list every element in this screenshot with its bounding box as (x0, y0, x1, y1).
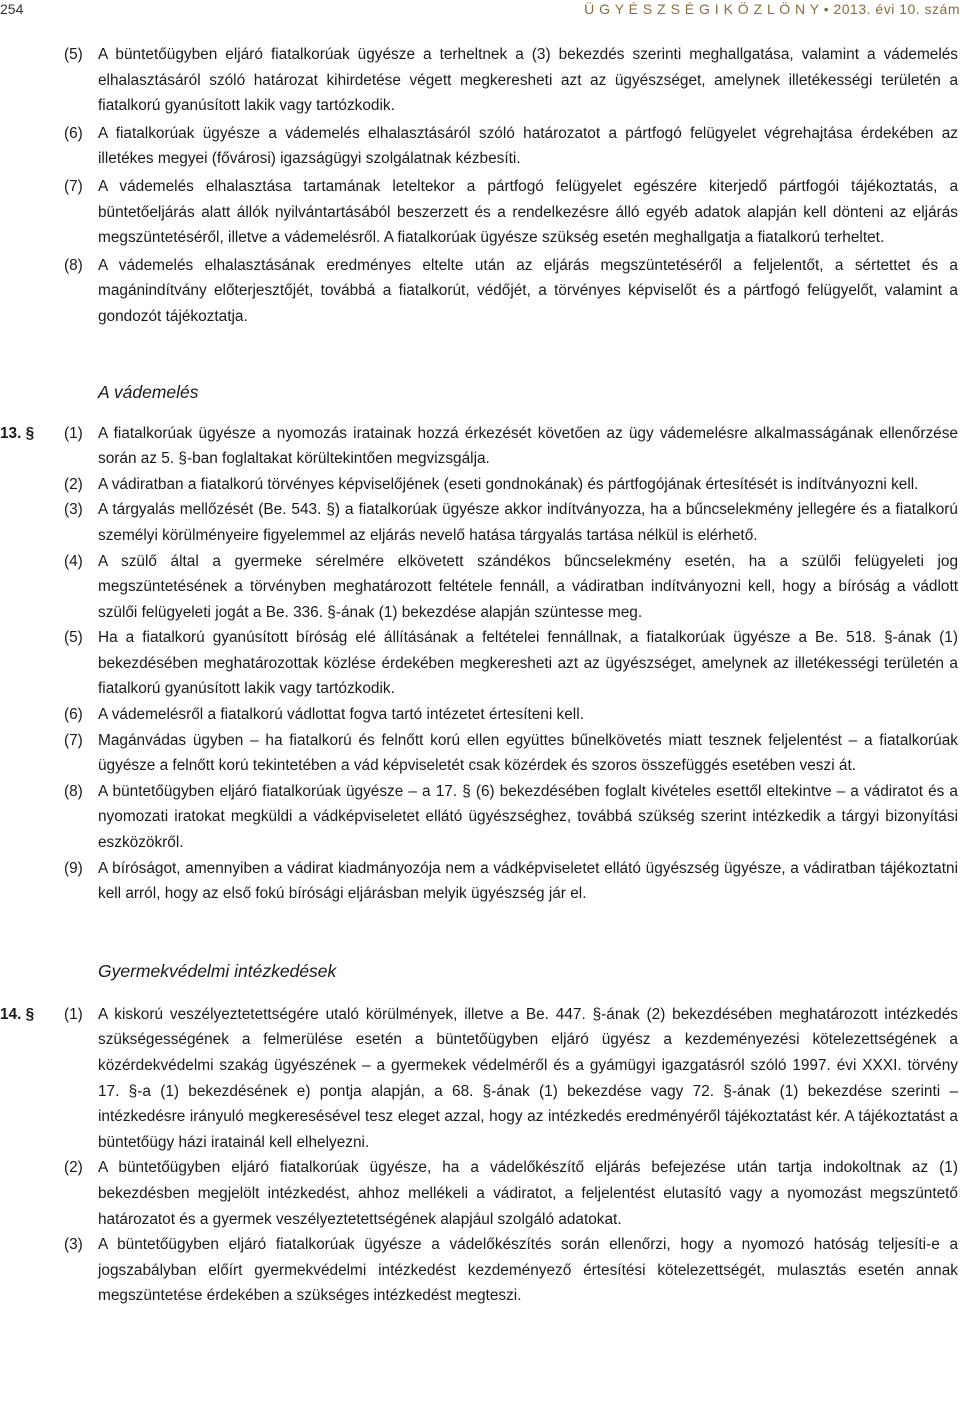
paragraph-text: A fiatalkorúak ügyésze a nyomozás iratainak hozzá érkezését követően az ügy vádemelésre alkalmasságának ellenőrzése során az 5. §-ban foglaltakat körültekintően megvizsgálja. (98, 424, 958, 468)
paragraph-text: Ha a fiatalkorú gyanúsított bíróság elé állításának a feltételei fennállnak, a fiatalkorúak ügyésze a Be. 518. §-ának (1) bekezdésében meghatározottak közlése érdekében megkeresheti azt az ügyészséget, amelynek az illetékességi területén a fiatalkorú gyanúsított lakik vagy tartózkodik. (98, 629, 958, 698)
paragraph-text: Magánvádas ügyben – ha fiatalkorú és felnőtt korú ellen együttes bűnelkövetés miatt tesznek feljelentést – a fiatalkorúak ügyésze a felnőtt korú tekintetében a vád képviseletét csak közérdek és szoros összefüggés esetében veszi át. (98, 731, 958, 775)
paragraph-number: (6) (64, 124, 83, 142)
paragraph-text: A bíróságot, amennyiben a vádirat kiadmányozója nem a vádképviseletet ellátó ügyészség ügyésze, a vádiratban tájékoztatni kell arról, hogy az első fokú bírósági eljárásban melyik ügyészség jár el. (98, 859, 958, 903)
paragraph-number: (1) (64, 1005, 83, 1023)
paragraph-number: (7) (64, 177, 83, 195)
paragraph-text: A büntetőügyben eljáró fiatalkorúak ügyésze, ha a vádelőkészítő eljárás befejezése után tartja indokoltnak az (1) bekezdésben megjelölt intézkedést, ahhoz mellékeli a vádiratot, a feljelentést elutasító vagy a nyomozást megszüntető határozatot és a gyermek veszélyeztetettségének alapjául szolgáló adatokat. (98, 1159, 958, 1228)
paragraph (64, 702, 958, 728)
paragraph (64, 121, 958, 172)
paragraph-text: A fiatalkorúak ügyésze a vádemelés elhalasztásáról szóló határozatot a pártfogó felügyelet végrehajtása érdekében az illetékes megyei (fővárosi) igazságügyi szolgálatnak kézbesíti. (98, 124, 958, 168)
section-label: 13. § (0, 424, 35, 442)
paragraph-text: A vádemelés elhalasztásának eredményes eltelte után az eljárás megszüntetéséről a feljelentőt, a sértettet és a magánindítvány előterjesztőjét, továbbá a fiatalkorút, védőjét, a törvényes képviselőt és a pártfogó felügyelőt, valamint a gondozót tájékoztatja. (98, 256, 958, 325)
paragraph (64, 1232, 958, 1309)
paragraph (64, 253, 958, 330)
paragraph-number: (3) (64, 501, 83, 519)
paragraph (64, 472, 958, 498)
paragraph-text: A tárgyalás mellőzését (Be. 543. §) a fiatalkorúak ügyésze akkor indítványozza, ha a bűncselekmény jellegére és a fiatalkorú személyi körülményeire figyelemmel az eljárás nevelő hatása tárgyalás tartása nélkül is elérhető. (98, 501, 958, 544)
paragraph-text: A vádemelésről a fiatalkorú vádlottat fogva tartó intézetet értesíteni kell. (98, 706, 584, 724)
paragraph (64, 1155, 958, 1232)
paragraph (64, 728, 958, 779)
paragraph-text: A büntetőügyben eljáró fiatalkorúak ügyésze – a 17. § (6) bekezdésében foglalt kivételes esettől eltekintve – a vádiratot és a nyomozati iratokat megküldi a vádképviseletet ellátó ügyészséghez, továbbá szükség szerint intézkedik a tárgyi bizonyítási eszközökről. (98, 782, 958, 852)
paragraph-number: (6) (64, 706, 83, 724)
paragraph (64, 779, 958, 856)
paragraph (64, 1002, 958, 1156)
paragraph (64, 174, 958, 251)
paragraph-number: (2) (64, 475, 83, 493)
paragraph (64, 625, 958, 702)
section-13 (0, 421, 958, 907)
paragraph-number: (1) (64, 424, 83, 442)
page-number: 254 (0, 1, 24, 17)
paragraph (64, 856, 958, 907)
paragraph-number: (8) (64, 256, 83, 274)
paragraph-number: (2) (64, 1159, 83, 1177)
paragraph-number: (8) (64, 782, 83, 800)
paragraph (64, 497, 958, 548)
section-14 (0, 1002, 958, 1309)
paragraph-text: A szülő által a gyermeke sérelmére elkövetett szándékos bűncselekmény esetén, ha a szülői felügyeleti jog megszüntetésének a törvényben meghatározott feltétele fennáll, a vádiratban indítványozni kell, hogy a bíróság a vádlott szülői felügyeleti jogát a Be. 336. §-ának (1) bekezdése alapján szüntesse meg. (98, 552, 958, 621)
paragraph-text: A büntetőügyben eljáró fiatalkorúak ügyésze a vádelőkészítés során ellenőrzi, hogy a nyomozó hatóság teljesíti-e a jogszabályban előírt gyermekvédelmi intézkedést kezdeményező értesítési kötelezettségét, mulasztás esetén annak megszüntetése érdekében a szükséges intézkedést megteszi. (98, 1236, 958, 1305)
paragraph-text: A vádiratban a fiatalkorú törvényes képviselőjének (eseti gondnokának) és pártfogójának értesítését is indítványozni kell. (98, 475, 919, 493)
paragraph (64, 42, 958, 119)
page-header (0, 0, 960, 22)
section-title: A vádemelés (98, 381, 199, 402)
paragraph-number: (3) (64, 1236, 83, 1254)
paragraph-number: (7) (64, 731, 83, 749)
paragraph-text: A vádemelés elhalasztása tartamának leteltekor a pártfogó felügyelet egészére kiterjedő pártfogói tájékoztatás, a büntetőeljárás alatt állók nyilvántartásából beszerzett és a rendelkezésre álló egyéb adatok alapján kell dönteni az eljárás megszüntetéséről, illetve a vádemelésről. A fiatalkorúak ügyésze szükség esetén meghallgatja a fiatalkorú terheltet. (98, 177, 958, 247)
paragraph-number: (4) (64, 552, 83, 570)
paragraph-number: (5) (64, 46, 83, 63)
paragraph-number: (9) (64, 859, 83, 877)
section-label: 14. § (0, 1005, 35, 1023)
running-head: Ü G Y É S Z S É G I K Ö Z L Ö N Y • 2013. évi 10. szám (584, 1, 960, 17)
paragraph (64, 421, 958, 472)
paragraph-text: A büntetőügyben eljáró fiatalkorúak ügyésze a terheltnek a (3) bekezdés szerinti meghallgatása, valamint a vádemelés elhalasztásáról szóló határozat kihirdetése végett megkeresheti azt az ügyészséget, amelynek illetékességi területén a fiatalkorú gyanúsított lakik vagy tartózkodik. (98, 46, 958, 115)
paragraph-number: (5) (64, 629, 83, 647)
document-body (0, 42, 958, 1309)
paragraph (64, 549, 958, 626)
section-title: Gyermekvédelmi intézkedések (98, 960, 337, 981)
paragraph-text: A kiskorú veszélyeztetettségére utaló körülmények, illetve a Be. 447. §-ának (2) bekezdésében meghatározott intézkedés szükségességének a felmerülése esetén a büntetőügyben eljáró ügyész a kezdeményezési kötelezettségének a közérdekvédelmi szakág ügyészének – a gyermekek védelméről és a gyámügyi igazgatásról szóló 1997. évi XXXI. törvény 17. §-a (1) bekezdésének e) pontja alapján, a 68. §-ának (1) bekezdése vagy 72. §-ának (1) bekezdése szerinti – intézkedésre irányuló megkeresésével tesz eleget azzal, hogy az intézkedés eredményéről tájékoztatást kér. A tájékoztatást a büntetőügy házi iratainál kell elhelyezni. (98, 1005, 958, 1151)
